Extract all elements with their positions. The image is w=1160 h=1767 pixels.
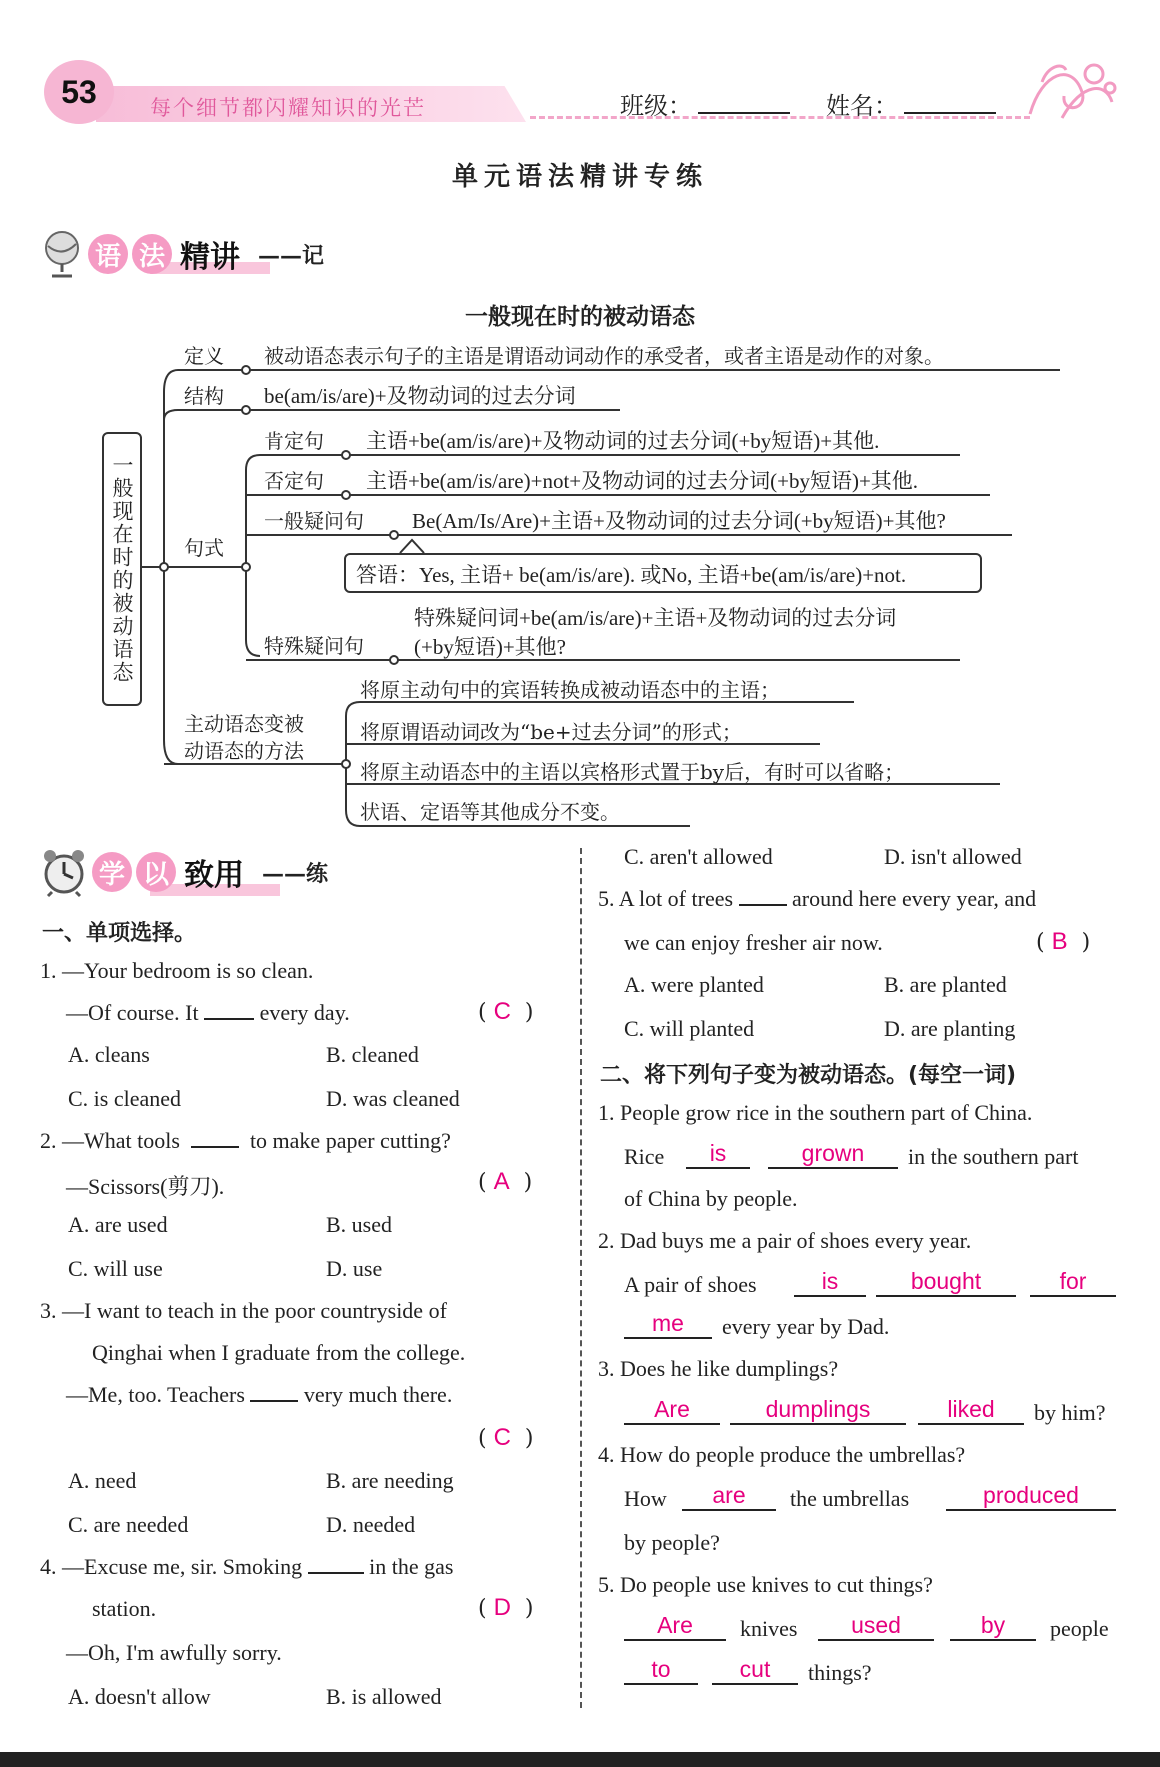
option-d: D. use: [326, 1256, 383, 1281]
question-line: —Scissors(剪刀).: [66, 1174, 225, 1199]
answer-text: C: [493, 1424, 511, 1451]
answer-blank: Are: [624, 1396, 720, 1425]
sentence-word: by him?: [1034, 1400, 1106, 1425]
answer-bracket: ( C ): [478, 998, 534, 1025]
question-line: Qinghai when I graduate from the college.: [92, 1340, 466, 1365]
sentence-original: 2. Dad buys me a pair of shoes every year.: [598, 1228, 972, 1253]
option-d: D. are planting: [884, 1016, 1016, 1041]
option-c: C. will planted: [624, 1016, 755, 1041]
section-title: 致用: [184, 858, 244, 893]
question-line: 3. —I want to teach in the poor countryside of: [40, 1298, 447, 1323]
answer-blank: for: [1030, 1268, 1116, 1297]
option-a: A. doesn't allow: [68, 1684, 211, 1709]
sentence-original: 4. How do people produce the umbrellas?: [598, 1442, 966, 1467]
answer-text: D: [493, 1594, 511, 1621]
option-b: B. are planted: [884, 972, 1007, 997]
method-label: 主动语态变被: [184, 712, 304, 736]
affirmative-label: 肯定句: [264, 429, 324, 453]
question-line: 4. —Excuse me, sir. Smoking in the gas: [40, 1554, 454, 1579]
sentence-word: A pair of shoes: [624, 1272, 757, 1297]
answer-text: B: [1051, 928, 1068, 955]
section-bubble: 以: [136, 852, 176, 892]
answer-blank: by: [950, 1612, 1036, 1641]
option-a: A. are used: [68, 1212, 168, 1237]
name-label: 姓名：: [826, 92, 898, 120]
answer-blank: grown: [768, 1140, 898, 1169]
option-d: D. isn't allowed: [884, 844, 1022, 869]
answer-blank: is: [686, 1140, 750, 1169]
answer-bracket: ( B ): [1036, 928, 1091, 955]
sentence-original: 1. People grow rice in the southern part of China.: [598, 1100, 1033, 1125]
answer-blank: dumplings: [730, 1396, 906, 1425]
question-line: —Me, too. Teachers very much there.: [66, 1382, 453, 1407]
option-a: A. were planted: [624, 972, 764, 997]
definition-text: 被动语态表示句子的主语是谓语动词动作的承受者，或者主语是动作的对象。: [264, 344, 944, 368]
question-line: we can enjoy fresher air now.: [624, 930, 883, 955]
method-step: 将原谓语动词改为“be+过去分词”的形式；: [360, 720, 742, 744]
section-tail: ——记: [258, 242, 325, 269]
mindmap-root: 一般现在时的被动语态: [102, 432, 142, 706]
method-step: 将原主动语态中的主语以宾格形式置于by后，有时可以省略；: [360, 760, 905, 784]
answer-bracket: ( A ): [478, 1168, 533, 1195]
structure-text: be(am/is/are)+及物动词的过去分词: [264, 384, 576, 408]
option-b: B. is allowed: [326, 1684, 442, 1709]
answer-blank: liked: [918, 1396, 1024, 1425]
structure-label: 结构: [184, 384, 224, 408]
page-footer-bar: [0, 1752, 1160, 1767]
special-question-text: 特殊疑问词+be(am/is/are)+主语+及物动词的过去分词: [414, 606, 897, 630]
sentence-word: by people?: [624, 1530, 720, 1555]
option-c: C. are needed: [68, 1512, 189, 1537]
answer-blank: me: [624, 1310, 712, 1339]
negative-label: 否定句: [264, 469, 324, 493]
answer-blank: are: [682, 1482, 776, 1511]
sentence-word: of China by people.: [624, 1186, 798, 1211]
special-question-label: 特殊疑问句: [264, 634, 364, 658]
affirmative-text: 主语+be(am/is/are)+及物动词的过去分词(+by短语)+其他.: [366, 429, 880, 453]
question-line: —Oh, I'm awfully sorry.: [66, 1640, 282, 1665]
answer-blank: to: [624, 1656, 698, 1685]
mindmap-title: 一般现在时的被动语态: [465, 304, 695, 330]
answer-bracket: ( C ): [478, 1424, 534, 1451]
sentence-word: people: [1050, 1616, 1109, 1641]
sentence-word: every year by Dad.: [722, 1314, 890, 1339]
section-title: 精讲: [180, 240, 240, 275]
option-c: C. will use: [68, 1256, 163, 1281]
option-a: A. need: [68, 1468, 137, 1493]
answer-blank: produced: [946, 1482, 1116, 1511]
sentence-word: things?: [808, 1660, 872, 1685]
class-label: 班级：: [620, 92, 692, 120]
sentence-word: in the southern part: [908, 1144, 1079, 1169]
question-line: station.: [92, 1596, 157, 1621]
option-b: B. are needing: [326, 1468, 454, 1493]
alarm-clock-icon: [40, 846, 88, 898]
sentence-label: 句式: [184, 536, 224, 560]
general-question-label: 一般疑问句: [264, 509, 364, 533]
answer-blank: Are: [624, 1612, 726, 1641]
part1-heading: 一、单项选择。: [42, 921, 197, 946]
section-header-practice: [40, 846, 328, 898]
part2-heading: 二、将下列句子变为被动语态。(每空一词): [600, 1063, 1017, 1088]
answer-blank: cut: [712, 1656, 798, 1685]
sentence-original: 3. Does he like dumplings?: [598, 1356, 839, 1381]
sentence-word: knives: [740, 1616, 798, 1641]
special-question-text: (+by短语)+其他?: [414, 635, 566, 659]
slogan: 每个细节都闪耀知识的光芒: [150, 96, 426, 120]
option-b: B. cleaned: [326, 1042, 419, 1067]
option-a: A. cleans: [68, 1042, 150, 1067]
sentence-original: 5. Do people use knives to cut things?: [598, 1572, 933, 1597]
section-bubble: 法: [132, 234, 172, 274]
sentence-word: Rice: [624, 1144, 665, 1169]
option-d: D. was cleaned: [326, 1086, 460, 1111]
method-label: 动语态的方法: [184, 739, 304, 763]
mindmap-connectors: [0, 0, 1160, 840]
sentence-word: the umbrellas: [790, 1486, 910, 1511]
option-c: C. is cleaned: [68, 1086, 182, 1111]
answer-blank: bought: [876, 1268, 1016, 1297]
option-d: D. needed: [326, 1512, 416, 1537]
question-line: 1. —Your bedroom is so clean.: [40, 958, 314, 983]
option-c: C. aren't allowed: [624, 844, 773, 869]
question-line: 5. A lot of trees around here every year, and: [598, 886, 1037, 911]
section-tail: ——练: [262, 860, 329, 887]
definition-label: 定义: [184, 344, 224, 368]
page-title: 单元语法精讲专练: [451, 162, 708, 192]
method-step: 状语、定语等其他成分不变。: [360, 800, 620, 824]
answer-text: 答语：Yes, 主语+ be(am/is/are). 或No, 主语+be(am/is/are)+not.: [356, 563, 907, 587]
answer-text: A: [493, 1168, 510, 1195]
section-bubble: 语: [88, 234, 128, 274]
answer-blank: is: [794, 1268, 866, 1297]
option-b: B. used: [326, 1212, 392, 1237]
question-line: —Of course. It every day.: [66, 1000, 350, 1025]
general-question-text: Be(Am/Is/Are)+主语+及物动词的过去分词(+by短语)+其他?: [412, 509, 946, 533]
negative-text: 主语+be(am/is/are)+not+及物动词的过去分词(+by短语)+其他.: [366, 469, 919, 493]
question-line: 2. —What tools to make paper cutting?: [40, 1128, 451, 1153]
answer-bracket: ( D ): [478, 1594, 534, 1621]
sentence-word: How: [624, 1486, 667, 1511]
method-step: 将原主动句中的宾语转换成被动语态中的主语；: [360, 678, 780, 702]
answer-text: C: [493, 998, 511, 1025]
page-number: 53: [44, 60, 114, 124]
column-divider: [580, 848, 582, 1708]
answer-blank: used: [818, 1612, 934, 1641]
section-bubble: 学: [92, 852, 132, 892]
